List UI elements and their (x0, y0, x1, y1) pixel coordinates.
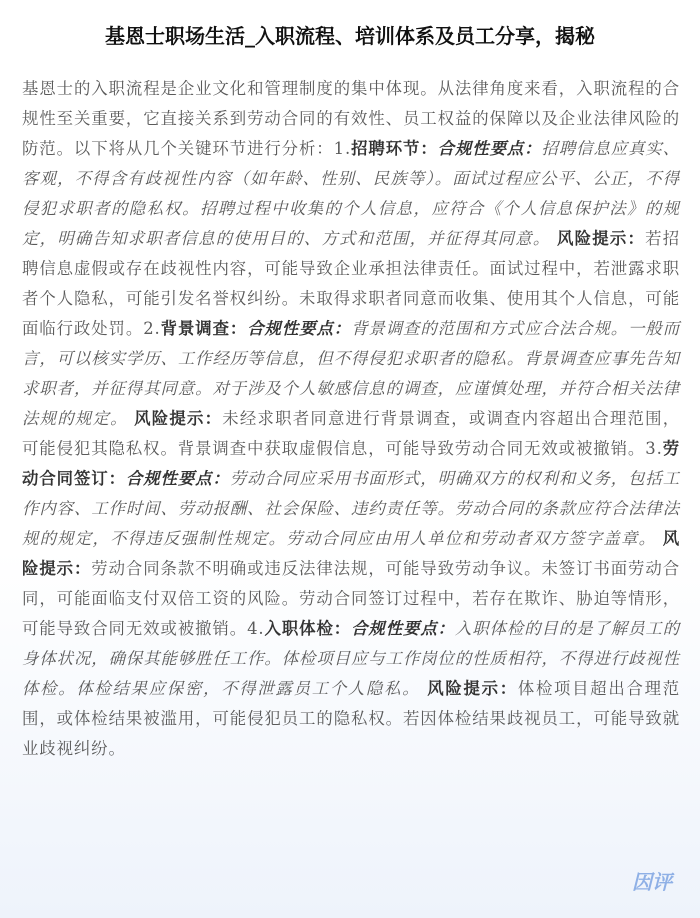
compliance-text: 招聘信息应真实、客观，不得含有歧视性内容（如年龄、性别、民族等）。面试过程应公平、公正，不得侵犯求职者的隐私权。招聘过程中收集的个人信息，应符合《个人信息保护法》的规定，明确告知求职者信息的使用目的、方式和范围，并征得其同意。 (22, 139, 681, 248)
compliance-label: 合规性要点： (247, 319, 352, 338)
risk-label: 风险提示： (22, 529, 680, 578)
watermark-logo-text: 因评 (632, 870, 672, 894)
section-1 (22, 139, 680, 338)
section-heading: 劳动合同签订： (22, 439, 680, 488)
section-heading: 招聘环节： (351, 139, 438, 158)
section-heading: 背景调查： (160, 319, 248, 338)
compliance-label: 合规性要点： (351, 619, 455, 638)
compliance-text: 入职体检的目的是了解员工的身体状况，确保其能够胜任工作。体检项目应与工作岗位的性质相符，不得进行歧视性体检。体检结果应保密，不得泄露员工个人隐私。 (22, 619, 681, 698)
section-number: 2. (143, 319, 161, 338)
intro-text: 基恩士的入职流程是企业文化和管理制度的集中体现。从法律角度来看，入职流程的合规性至关重要，它直接关系到劳动合同的有效性、员工权益的保障以及企业法律风险的防范。以下将从几个关键环节进行分析： (22, 79, 680, 158)
risk-label: 风险提示： (556, 229, 646, 248)
page-title: 基恩士职场生活_入职流程、培训体系及员工分享，揭秘 (105, 24, 595, 48)
risk-text: 未经求职者同意进行背景调查，或调查内容超出合理范围，可能侵犯其隐私权。背景调查中获取虚假信息，可能导致劳动合同无效或被撤销。 (22, 409, 680, 458)
risk-label: 风险提示： (134, 409, 223, 428)
compliance-text: 背景调查的范围和方式应合法合规。一般而言，可以核实学历、工作经历等信息，但不得侵犯求职者的隐私。背景调查应事先告知求职者，并征得其同意。对于涉及个人敏感信息的调查，应谨慎处理，并符合相关法律法规的规定。 (22, 319, 680, 428)
compliance-text: 劳动合同应采用书面形式，明确双方的权利和义务，包括工作内容、工作时间、劳动报酬、社会保险、违约责任等。劳动合同的条款应符合法律法规的规定，不得违反强制性规定。劳动合同应由用人单位和劳动者双方签字盖章。 (22, 469, 681, 548)
article-body (22, 74, 680, 764)
risk-text: 体检项目超出合理范围，或体检结果被滥用，可能侵犯员工的隐私权。若因体检结果歧视员工，可能导致就业歧视纠纷。 (22, 679, 680, 758)
section-4 (22, 619, 680, 758)
section-3 (22, 439, 680, 638)
risk-text: 若招聘信息虚假或存在歧视性内容，可能导致企业承担法律责任。面试过程中，若泄露求职者个人隐私，可能引发名誉权纠纷。未取得求职者同意而收集、使用其个人信息，可能面临行政处罚。 (22, 229, 680, 338)
compliance-label: 合规性要点： (437, 139, 542, 158)
watermark-logo (624, 866, 680, 896)
risk-text: 劳动合同条款不明确或违反法律法规，可能导致劳动争议。未签订书面劳动合同，可能面临支付双倍工资的风险。劳动合同签订过程中，若存在欺诈、胁迫等情形，可能导致合同无效或被撤销。 (22, 559, 680, 638)
section-2 (22, 319, 680, 458)
risk-label: 风险提示： (427, 679, 518, 698)
section-number: 3. (645, 439, 663, 458)
section-number: 1. (333, 139, 352, 158)
section-heading: 入职体检： (264, 619, 352, 638)
section-number: 4. (247, 619, 265, 638)
compliance-label: 合规性要点： (125, 469, 230, 488)
